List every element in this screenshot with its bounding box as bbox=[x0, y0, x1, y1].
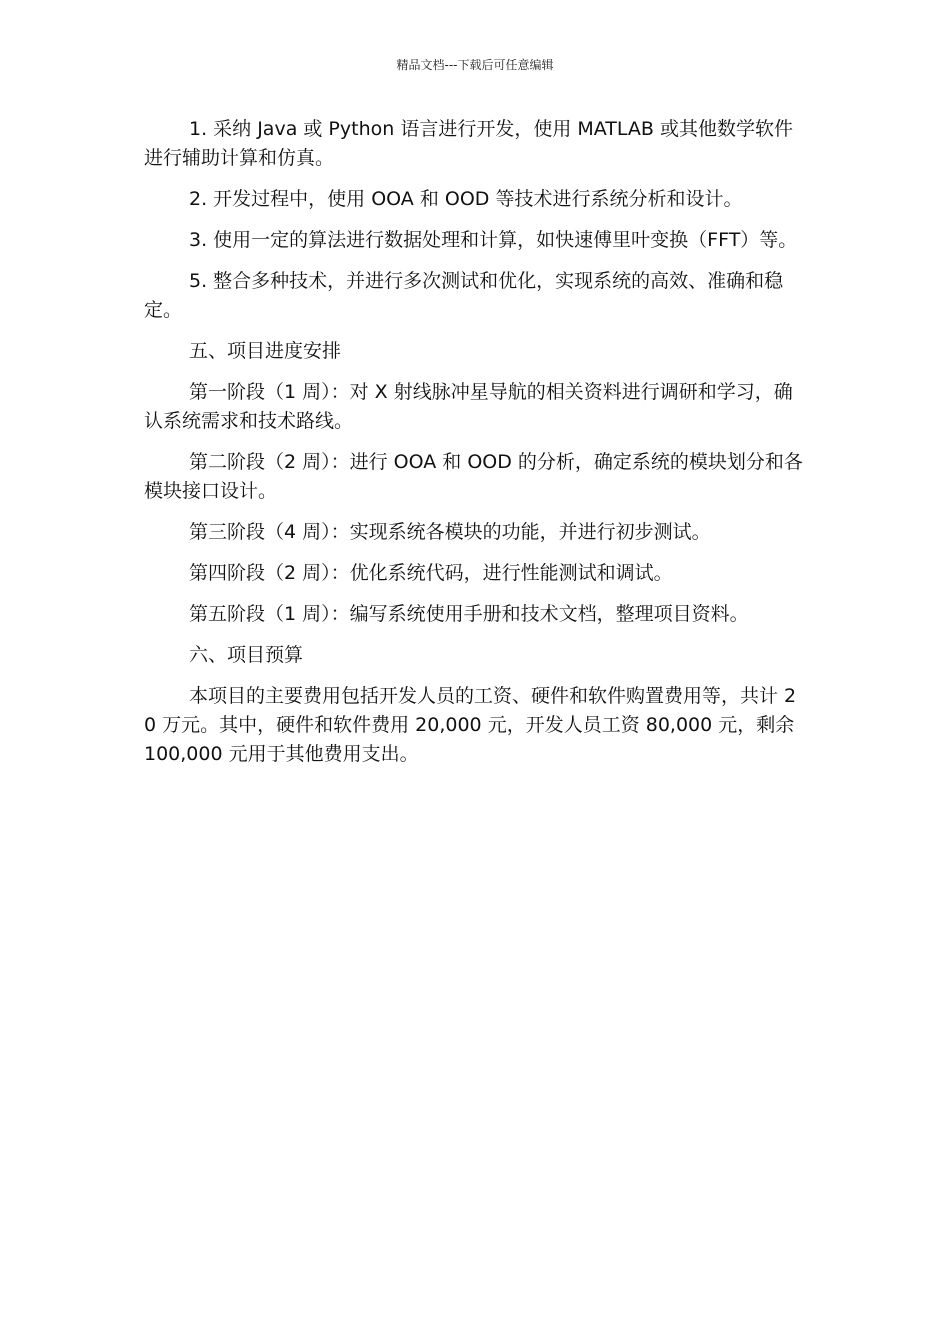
section-heading-schedule: 五、项目进度安排 bbox=[189, 340, 342, 362]
paragraph-tech-ooa-ood: 2. 开发过程中，使用 OOA 和 OOD 等技术进行系统分析和设计。 bbox=[189, 188, 743, 210]
paragraph-stage-4: 第四阶段（2 周）：优化系统代码，进行性能测试和调试。 bbox=[189, 562, 673, 584]
page-header: 精品文档---下载后可任意编辑 bbox=[396, 58, 554, 72]
paragraph-tech-language: 1. 采纳 Java 或 Python 语言进行开发，使用 MATLAB 或其他数学软件进行辅助计算和仿真。 bbox=[144, 118, 793, 169]
paragraph-tech-algorithm: 3. 使用一定的算法进行数据处理和计算，如快速傅里叶变换（FFT）等。 bbox=[189, 229, 798, 251]
paragraph-stage-1: 第一阶段（1 周）：对 X 射线脉冲星导航的相关资料进行调研和学习，确认系统需求和技术路线。 bbox=[144, 381, 793, 432]
paragraph-stage-2: 第二阶段（2 周）：进行 OOA 和 OOD 的分析，确定系统的模块划分和各模块接口设计。 bbox=[144, 451, 803, 502]
document-body bbox=[144, 115, 804, 781]
paragraph-tech-integration: 5. 整合多种技术，并进行多次测试和优化，实现系统的高效、准确和稳定。 bbox=[144, 270, 784, 321]
paragraph-stage-5: 第五阶段（1 周）：编写系统使用手册和技术文档，整理项目资料。 bbox=[189, 603, 749, 625]
paragraph-budget: 本项目的主要费用包括开发人员的工资、硬件和软件购置费用等，共计 20 万元。其中，硬件和软件费用 20,000 元，开发人员工资 80,000 元，剩余 100,000 元用于其他费用支出。 bbox=[144, 685, 797, 765]
paragraph-stage-3: 第三阶段（4 周）：实现系统各模块的功能，并进行初步测试。 bbox=[189, 521, 711, 543]
section-heading-budget: 六、项目预算 bbox=[189, 644, 304, 666]
